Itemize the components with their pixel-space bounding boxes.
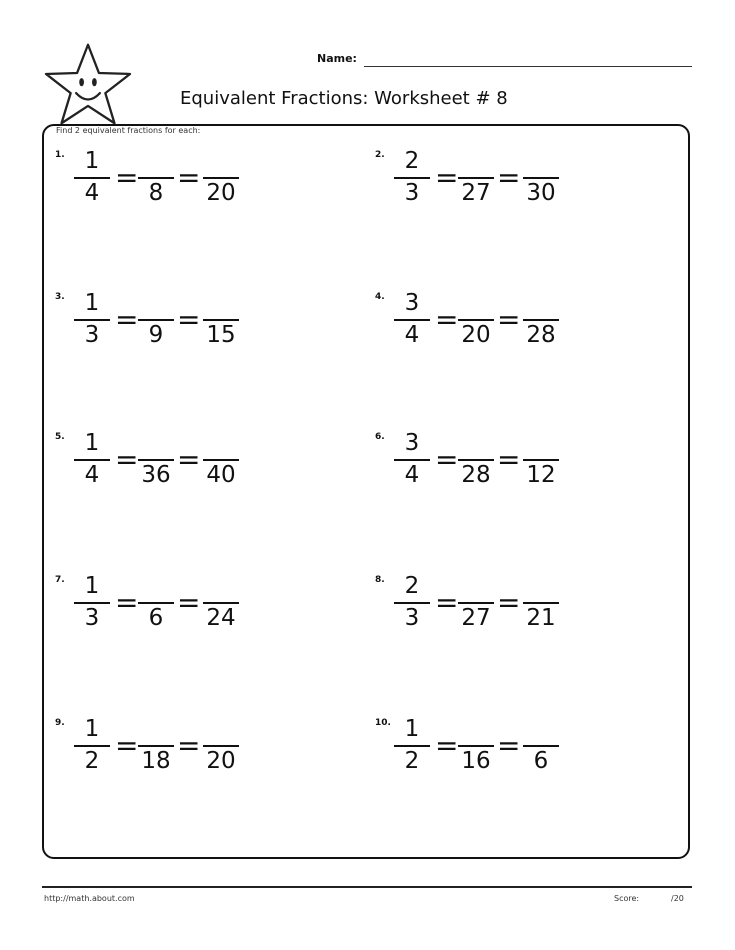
blank-fraction[interactable] <box>203 292 239 350</box>
footer-url: http://math.about.com <box>44 894 135 903</box>
equals-sign: = <box>435 443 459 476</box>
blank-fraction[interactable] <box>458 718 494 776</box>
given-fraction <box>394 292 430 350</box>
denominator: 4 <box>84 462 100 488</box>
equals-sign: = <box>435 161 459 194</box>
numerator: 1 <box>84 430 100 456</box>
equals-sign: = <box>497 729 521 762</box>
problem-number: 2. <box>375 150 385 160</box>
numerator: 1 <box>404 716 420 742</box>
problem-number: 6. <box>375 432 385 442</box>
denominator: 20 <box>461 322 491 348</box>
blank-fraction[interactable] <box>523 292 559 350</box>
fraction-bar <box>74 459 110 461</box>
smiling-star-icon <box>42 42 134 126</box>
numerator-blank[interactable] <box>138 718 174 744</box>
given-fraction <box>74 150 110 208</box>
equals-sign: = <box>177 443 201 476</box>
blank-fraction[interactable] <box>138 150 174 208</box>
fraction-bar <box>523 602 559 604</box>
equals-sign: = <box>177 729 201 762</box>
problem-5 <box>55 432 355 512</box>
fraction-bar <box>394 459 430 461</box>
given-fraction <box>394 575 430 633</box>
fraction-bar <box>203 177 239 179</box>
problem-number: 1. <box>55 150 65 160</box>
blank-fraction[interactable] <box>523 575 559 633</box>
problem-2 <box>375 150 675 230</box>
fraction-bar <box>138 459 174 461</box>
denominator: 28 <box>526 322 556 348</box>
given-fraction <box>74 575 110 633</box>
numerator-blank[interactable] <box>203 432 239 458</box>
equals-sign: = <box>435 303 459 336</box>
given-fraction <box>74 432 110 490</box>
problem-number: 9. <box>55 718 65 728</box>
numerator: 1 <box>84 148 100 174</box>
numerator-blank[interactable] <box>138 292 174 318</box>
denominator: 4 <box>404 462 420 488</box>
blank-fraction[interactable] <box>203 575 239 633</box>
equals-sign: = <box>177 161 201 194</box>
fraction-bar <box>523 459 559 461</box>
denominator: 3 <box>84 322 100 348</box>
denominator: 30 <box>526 180 556 206</box>
numerator: 3 <box>404 290 420 316</box>
numerator-blank[interactable] <box>523 575 559 601</box>
equals-sign: = <box>497 161 521 194</box>
problem-number: 7. <box>55 575 65 585</box>
numerator-blank[interactable] <box>138 432 174 458</box>
given-fraction <box>74 718 110 776</box>
denominator: 3 <box>404 605 420 631</box>
worksheet-title: Equivalent Fractions: Worksheet # 8 <box>180 88 508 109</box>
fraction-bar <box>203 745 239 747</box>
given-fraction <box>74 292 110 350</box>
blank-fraction[interactable] <box>458 150 494 208</box>
problem-9 <box>55 718 355 798</box>
equals-sign: = <box>177 586 201 619</box>
fraction-bar <box>203 602 239 604</box>
blank-fraction[interactable] <box>138 292 174 350</box>
equals-sign: = <box>115 161 139 194</box>
equals-sign: = <box>435 729 459 762</box>
blank-fraction[interactable] <box>203 432 239 490</box>
blank-fraction[interactable] <box>458 432 494 490</box>
denominator: 2 <box>84 748 100 774</box>
numerator-blank[interactable] <box>203 150 239 176</box>
blank-fraction[interactable] <box>523 150 559 208</box>
fraction-bar <box>138 177 174 179</box>
fraction-bar <box>74 177 110 179</box>
fraction-bar <box>394 602 430 604</box>
problem-number: 10. <box>375 718 391 728</box>
denominator: 27 <box>461 605 491 631</box>
denominator: 20 <box>206 180 236 206</box>
score-total: /20 <box>671 894 684 903</box>
fraction-bar <box>523 319 559 321</box>
numerator-blank[interactable] <box>458 150 494 176</box>
blank-fraction[interactable] <box>138 718 174 776</box>
denominator: 21 <box>526 605 556 631</box>
numerator-blank[interactable] <box>138 150 174 176</box>
fraction-bar <box>523 177 559 179</box>
given-fraction <box>394 432 430 490</box>
numerator-blank[interactable] <box>523 150 559 176</box>
fraction-bar <box>458 459 494 461</box>
fraction-bar <box>138 602 174 604</box>
blank-fraction[interactable] <box>523 718 559 776</box>
equals-sign: = <box>497 443 521 476</box>
problem-6 <box>375 432 675 512</box>
blank-fraction[interactable] <box>138 575 174 633</box>
denominator: 4 <box>84 180 100 206</box>
equals-sign: = <box>177 303 201 336</box>
problem-number: 4. <box>375 292 385 302</box>
score-label: Score: <box>614 894 640 903</box>
denominator: 16 <box>461 748 491 774</box>
numerator-blank[interactable] <box>458 718 494 744</box>
denominator: 15 <box>206 322 236 348</box>
problem-4 <box>375 292 675 372</box>
fraction-bar <box>74 745 110 747</box>
fraction-bar <box>394 319 430 321</box>
equals-sign: = <box>497 586 521 619</box>
numerator-blank[interactable] <box>203 718 239 744</box>
denominator: 3 <box>84 605 100 631</box>
fraction-bar <box>394 745 430 747</box>
numerator: 1 <box>84 290 100 316</box>
fraction-bar <box>203 319 239 321</box>
denominator: 18 <box>141 748 171 774</box>
denominator: 8 <box>148 180 164 206</box>
fraction-bar <box>138 319 174 321</box>
numerator: 2 <box>404 573 420 599</box>
equals-sign: = <box>115 443 139 476</box>
fraction-bar <box>74 319 110 321</box>
denominator: 40 <box>206 462 236 488</box>
name-line[interactable] <box>364 66 692 67</box>
denominator: 6 <box>533 748 549 774</box>
instructions: Find 2 equivalent fractions for each: <box>56 126 201 135</box>
equals-sign: = <box>115 303 139 336</box>
numerator-blank[interactable] <box>458 575 494 601</box>
denominator: 12 <box>526 462 556 488</box>
problem-number: 5. <box>55 432 65 442</box>
denominator: 2 <box>404 748 420 774</box>
fraction-bar <box>458 177 494 179</box>
fraction-bar <box>458 319 494 321</box>
equals-sign: = <box>497 303 521 336</box>
fraction-bar <box>394 177 430 179</box>
numerator-blank[interactable] <box>203 292 239 318</box>
denominator: 36 <box>141 462 171 488</box>
equals-sign: = <box>435 586 459 619</box>
numerator-blank[interactable] <box>203 575 239 601</box>
name-label: Name: <box>317 52 357 65</box>
fraction-bar <box>138 745 174 747</box>
fraction-bar <box>458 602 494 604</box>
numerator-blank[interactable] <box>458 292 494 318</box>
equals-sign: = <box>115 729 139 762</box>
denominator: 4 <box>404 322 420 348</box>
denominator: 3 <box>404 180 420 206</box>
numerator-blank[interactable] <box>523 718 559 744</box>
numerator: 3 <box>404 430 420 456</box>
problem-number: 8. <box>375 575 385 585</box>
fraction-bar <box>523 745 559 747</box>
fraction-bar <box>74 602 110 604</box>
problem-3 <box>55 292 355 372</box>
blank-fraction[interactable] <box>523 432 559 490</box>
given-fraction <box>394 718 430 776</box>
denominator: 24 <box>206 605 236 631</box>
denominator: 9 <box>148 322 164 348</box>
denominator: 20 <box>206 748 236 774</box>
denominator: 6 <box>148 605 164 631</box>
numerator-blank[interactable] <box>138 575 174 601</box>
problem-1 <box>55 150 355 230</box>
denominator: 27 <box>461 180 491 206</box>
numerator: 1 <box>84 573 100 599</box>
blank-fraction[interactable] <box>458 575 494 633</box>
problem-8 <box>375 575 675 655</box>
fraction-bar <box>458 745 494 747</box>
fraction-bar <box>203 459 239 461</box>
numerator: 1 <box>84 716 100 742</box>
denominator: 28 <box>461 462 491 488</box>
blank-fraction[interactable] <box>203 150 239 208</box>
blank-fraction[interactable] <box>203 718 239 776</box>
numerator: 2 <box>404 148 420 174</box>
problem-10 <box>375 718 675 798</box>
footer-divider <box>42 886 692 888</box>
problem-7 <box>55 575 355 655</box>
blank-fraction[interactable] <box>138 432 174 490</box>
numerator-blank[interactable] <box>523 292 559 318</box>
numerator-blank[interactable] <box>523 432 559 458</box>
numerator-blank[interactable] <box>458 432 494 458</box>
given-fraction <box>394 150 430 208</box>
equals-sign: = <box>115 586 139 619</box>
blank-fraction[interactable] <box>458 292 494 350</box>
problem-number: 3. <box>55 292 65 302</box>
